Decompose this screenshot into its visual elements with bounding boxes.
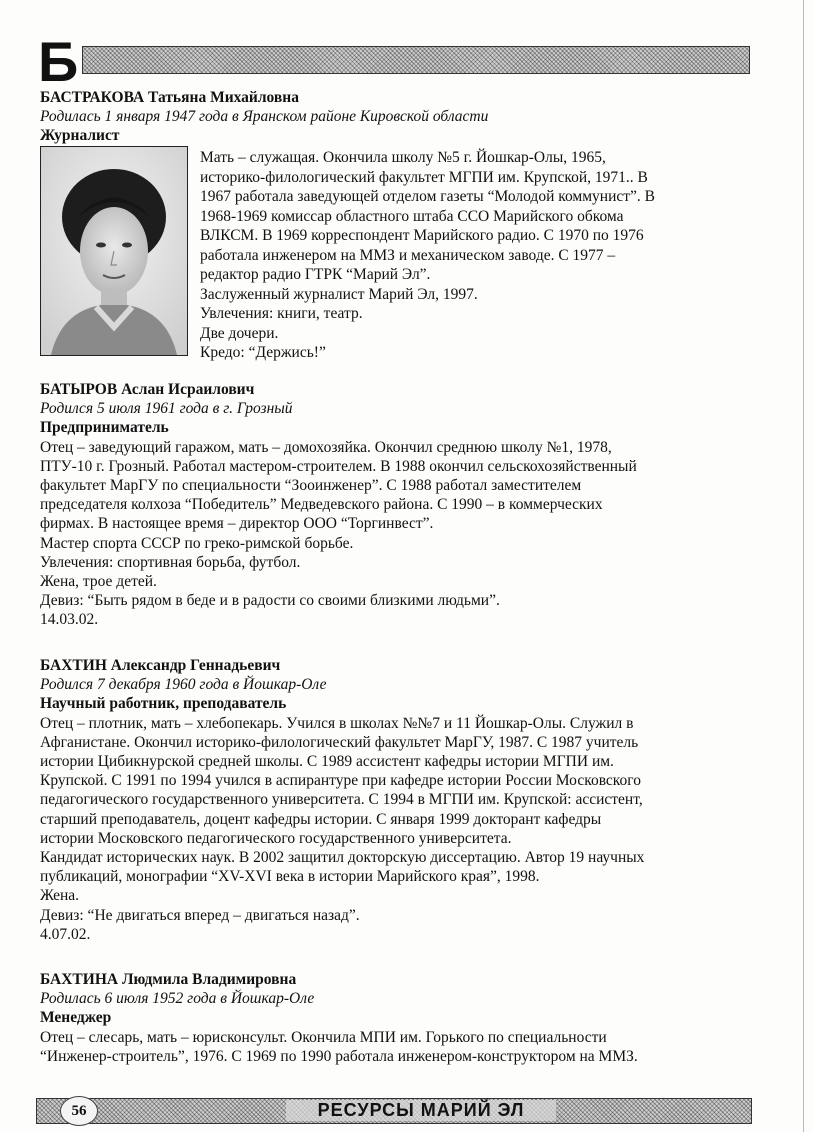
portrait-image — [41, 147, 187, 355]
page-edge-rule — [803, 0, 804, 1132]
entry-name: БАСТРАКОВА Татьяна Михайловна — [40, 89, 299, 106]
section-bar — [82, 46, 750, 74]
entry-bakhtina — [40, 970, 752, 1066]
page-footer — [36, 1094, 750, 1124]
entry-name: БАТЫРОВ Аслан Исраилович — [40, 381, 255, 398]
section-letter: Б — [38, 30, 79, 93]
entry-bastrakova — [40, 88, 752, 146]
entry-bio: Отец – заведующий гаражом, мать – домохозяйка. Окончил среднюю школу №1, 1978, ПТУ-10 г. Грозный. Работал мастером-строителем. В 1988 окончил сельскохозяйственный факультет МарГУ по специальности “Зооинженер”. С 1988 работал заместителем председателя колхоза “Победитель” Медведевского района. С 1990 – в коммерческих фирмах. В настоящее время – директор ООО “Торгинвест”. Мастер спорта СССР по греко-римской борьбе. Увлечения: спортивная борьба, футбол. Жена, трое детей. Девиз: “Быть рядом в беде и в радости со своими близкими людьми”. 14.03.02. — [40, 438, 637, 629]
section-header — [38, 30, 750, 93]
entry-birth: Родился 7 декабря 1960 года в Йошкар-Оле — [40, 676, 327, 694]
entry-birth: Родилась 6 июля 1952 года в Йошкар-Оле — [40, 990, 315, 1008]
entry-bio: Мать – служащая. Окончила школу №5 г. Йошкар-Олы, 1965, историко-филологический факультет МГПИ им. Крупской, 1971.. В 1967 работала заведующей отделом газеты “Молодой коммунист”. В 1968-1969 комиссар областного штаба ССО Марийского обкома ВЛКСМ. В 1969 корреспондент Марийского радио. С 1970 по 1976 работала инженером на ММЗ и механическом заводе. С 1977 – редактор радио ГТРК “Марий Эл”. Заслуженный журналист Марий Эл, 1997. Увлечения: книги, театр. Две дочери. Кредо: “Держись!” — [200, 149, 656, 361]
footer-title: РЕСУРСЫ МАРИЙ ЭЛ — [286, 1100, 556, 1121]
entry-profession: Менеджер — [40, 1009, 112, 1027]
entry-profession: Предприниматель — [40, 419, 169, 437]
entry-bakhtin — [40, 656, 752, 944]
entry-bio: Отец – плотник, мать – хлебопекарь. Учился в школах №№7 и 11 Йошкар-Олы. Служил в Афганистане. Окончил историко-филологический факультет МарГУ, 1987. С 1987 учитель истории Цибикнурской средней школы. С 1989 ассистент кафедры истории МГПИ им. Крупской. С 1991 по 1994 учился в аспирантуре при кафедре истории России Московского педагогического государственного университета. С 1994 в МГПИ им. Крупской: ассистент, старший преподаватель, доцент кафедры истории. С января 1999 докторант кафедры истории Московского педагогического государственного университета. Кандидат исторических наук. В 2002 защитил докторскую диссертацию. Автор 19 научных публикаций, монографии “XV-XVI века в истории Марийского края”, 1998. Жена. Девиз: “Не двигаться вперед – двигаться назад”. 4.07.02. — [40, 714, 645, 943]
entry-batyrov — [40, 380, 752, 630]
entry-name: БАХТИН Александр Геннадьевич — [40, 657, 281, 674]
entry-birth: Родилась 1 января 1947 года в Яранском районе Кировской области — [40, 108, 489, 126]
entry-birth: Родился 5 июля 1961 года в г. Грозный — [40, 400, 293, 418]
entry-bio: Отец – слесарь, мать – юрисконсульт. Окончила МПИ им. Горького по специальности “Инженер-строитель”, 1976. С 1969 по 1990 работала инженером-конструктором на ММЗ. — [40, 1028, 638, 1065]
entry-name: БАХТИНА Людмила Владимировна — [40, 971, 297, 988]
entry-profession: Научный работник, преподаватель — [40, 695, 287, 713]
portrait-photo — [40, 146, 188, 356]
page-number: 56 — [60, 1096, 98, 1126]
entry-profession: Журналист — [40, 127, 120, 145]
